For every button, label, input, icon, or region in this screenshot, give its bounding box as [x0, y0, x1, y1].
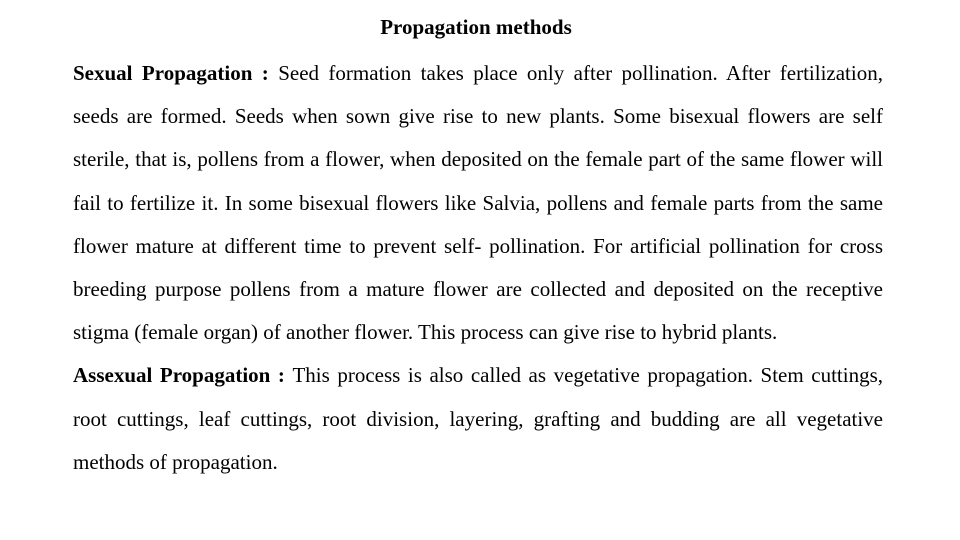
- section-text-assexual-propagation: This process is also called as vegetative propagation. Stem cuttings, root cuttings, leaf cuttings, root division, layering, grafting and budding are all vegetative methods of propagation.: [73, 363, 884, 474]
- paragraph-assexual-propagation: [73, 354, 883, 484]
- body-text: [73, 52, 883, 484]
- paragraph-sexual-propagation: [73, 52, 883, 354]
- section-heading-sexual-propagation: Sexual Propagation :: [73, 61, 279, 85]
- section-heading-assexual-propagation: Assexual Propagation :: [73, 363, 293, 388]
- page-title: Propagation methods: [380, 15, 572, 39]
- section-text-sexual-propagation: Seed formation takes place only after pollination. After fertilization, seeds are formed. Seeds when sown give rise to new plants. Some bisexual flowers are self sterile, that is, pollens from a flower, when deposited on the female part of the same flower will fail to fertilize it. In some bisexual flowers like Salvia, pollens and female parts from the same flower mature at different time to prevent self- pollination. For artificial pollination for cross breeding purpose pollens from a mature flower are collected and deposited on the receptive stigma (female organ) of another flower. This process can give rise to hybrid plants.: [73, 61, 883, 345]
